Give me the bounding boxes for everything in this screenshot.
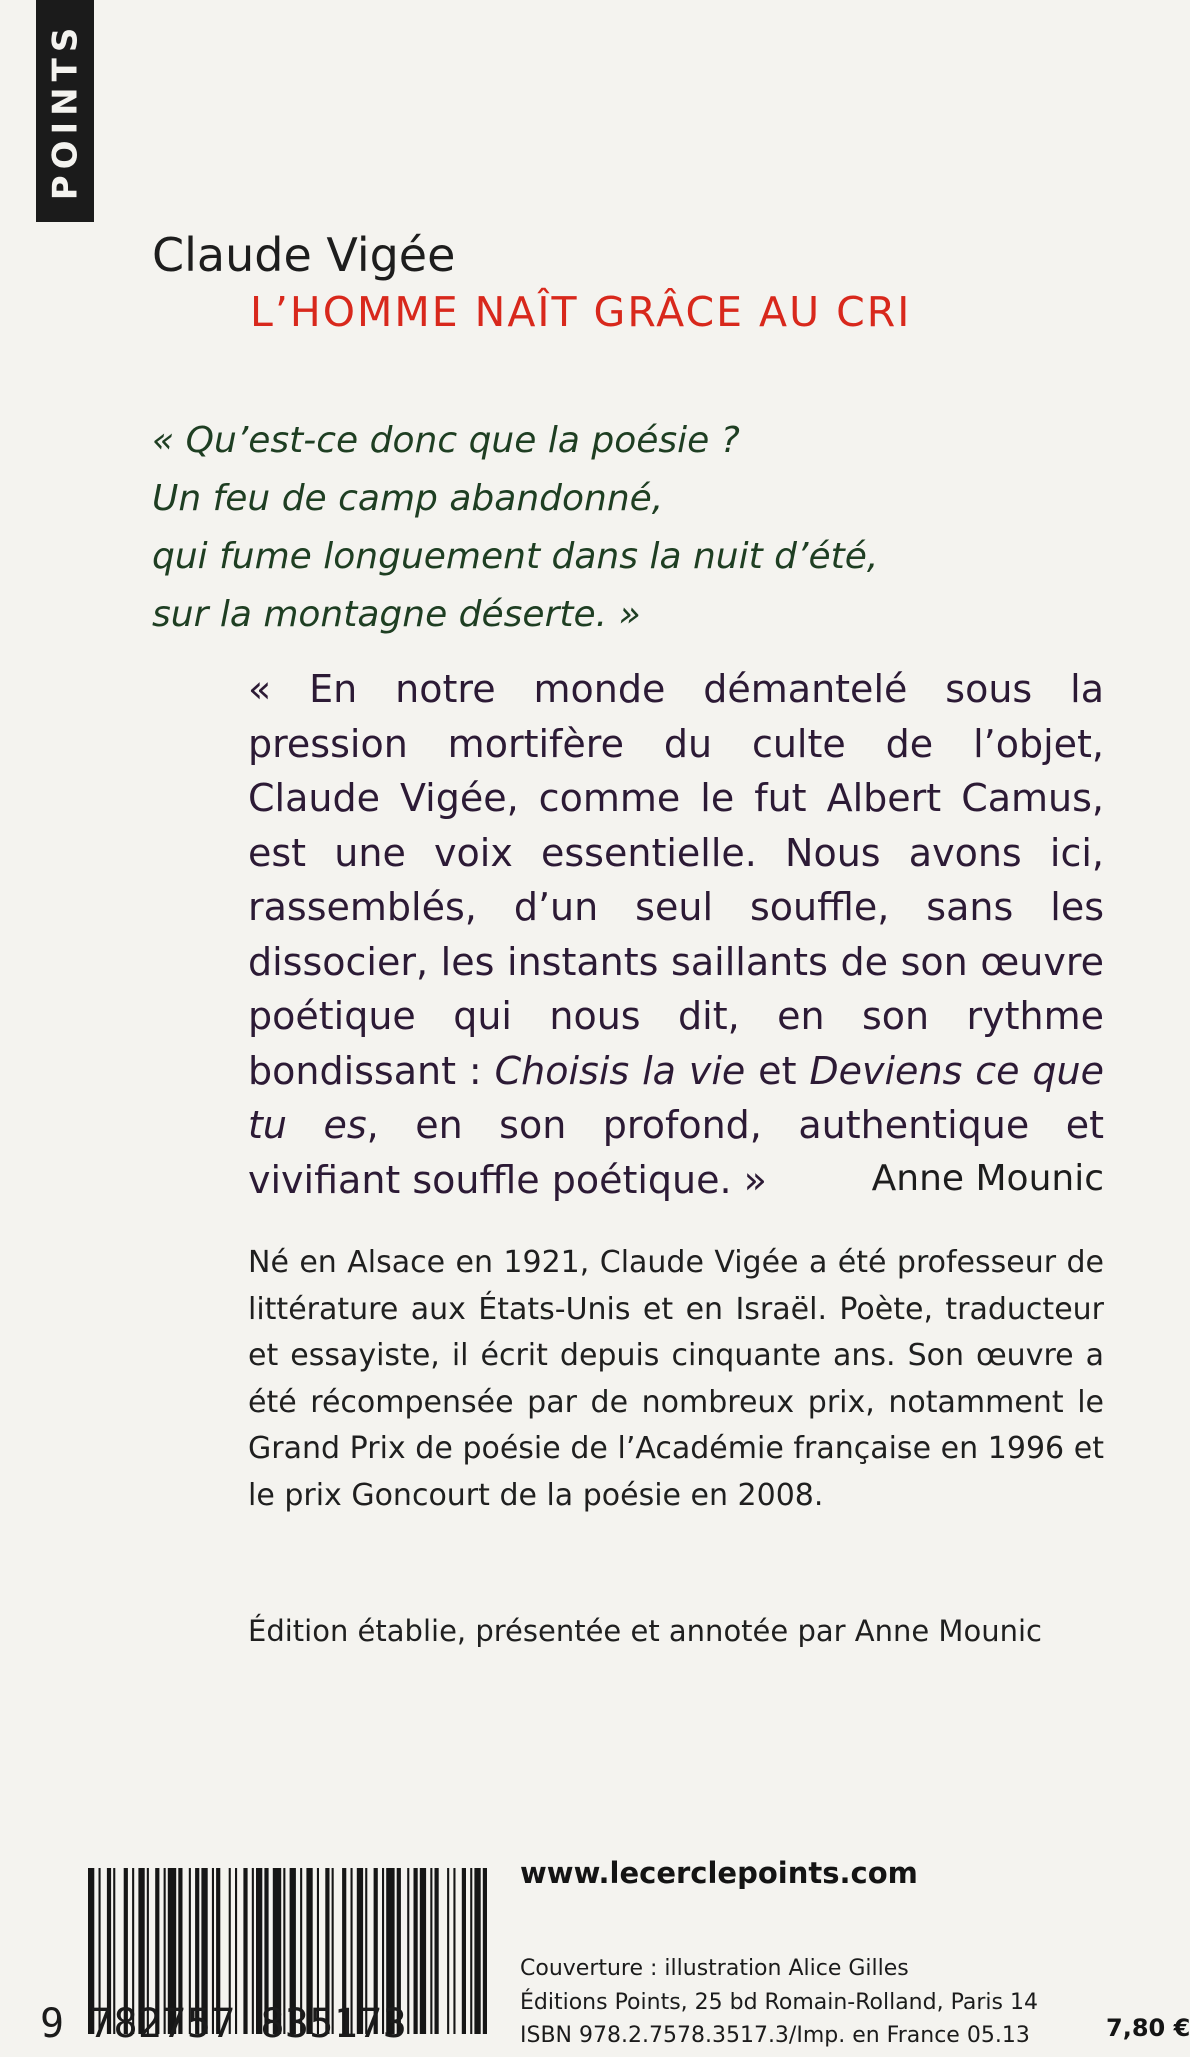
price: 7,80 €: [1106, 2014, 1190, 2042]
author-name: Claude Vigée: [152, 228, 456, 282]
barcode-digits: 9 782757 835173: [40, 2001, 408, 2047]
quote-italic-title: Choisis la vie: [494, 1048, 746, 1093]
epigraph: [152, 412, 952, 644]
epigraph-line: « Qu’est-ce donc que la poésie ?: [152, 420, 740, 461]
credits-line: Couverture : illustration Alice Gilles: [520, 1956, 909, 1981]
book-title: L’HOMME NAÎT GRÂCE AU CRI: [250, 288, 912, 336]
epigraph-line: sur la montagne déserte. »: [152, 594, 641, 635]
edition-note: Édition établie, présentée et annotée par Anne Mounic: [248, 1614, 1042, 1648]
quote-attribution: Anne Mounic: [871, 1158, 1104, 1199]
quote-text: , en son profond, authentique et vivifiant souffle poétique. »: [248, 1103, 1104, 1202]
blurb-quote: [248, 662, 1104, 1207]
points-logo-text: POINTS: [45, 21, 86, 201]
author-biography: Né en Alsace en 1921, Claude Vigée a été professeur de littérature aux États-Unis et en Israël. Poète, traducteur et essayiste, il écrit depuis cinquante ans. Son œuvre a été récompensée par de nombreux prix, notamment le Grand Prix de poésie de l’Académie française en 1996 et le prix Goncourt de la poésie en 2008.: [248, 1245, 1104, 1513]
quote-italic-title: Deviens ce que tu es: [248, 1048, 1104, 1147]
epigraph-line: qui fume longuement dans la nuit d’été,: [152, 536, 879, 577]
credits-line: ISBN 978.2.7578.3517.3/Imp. en France 05.13: [520, 2023, 1030, 2048]
website-link: www.lecerclepoints.com: [520, 1856, 918, 1890]
credits: [520, 1952, 1038, 2053]
quote-text: et: [745, 1048, 810, 1093]
epigraph-line: Un feu de camp abandonné,: [152, 478, 664, 519]
points-logo: [36, 0, 94, 222]
credits-line: Éditions Points, 25 bd Romain-Rolland, Paris 14: [520, 1989, 1038, 2015]
quote-text: « En notre monde démantelé sous la pression mortifère du culte de l’objet, Claude Vigée, comme le fut Albert Camus, est une voix essentielle. Nous avons ici, rassemblés, d’un seul souffle, sans les dissocier, les instants saillants de son œuvre poétique qui nous dit, en son rythme bondissant :: [248, 667, 1104, 1093]
